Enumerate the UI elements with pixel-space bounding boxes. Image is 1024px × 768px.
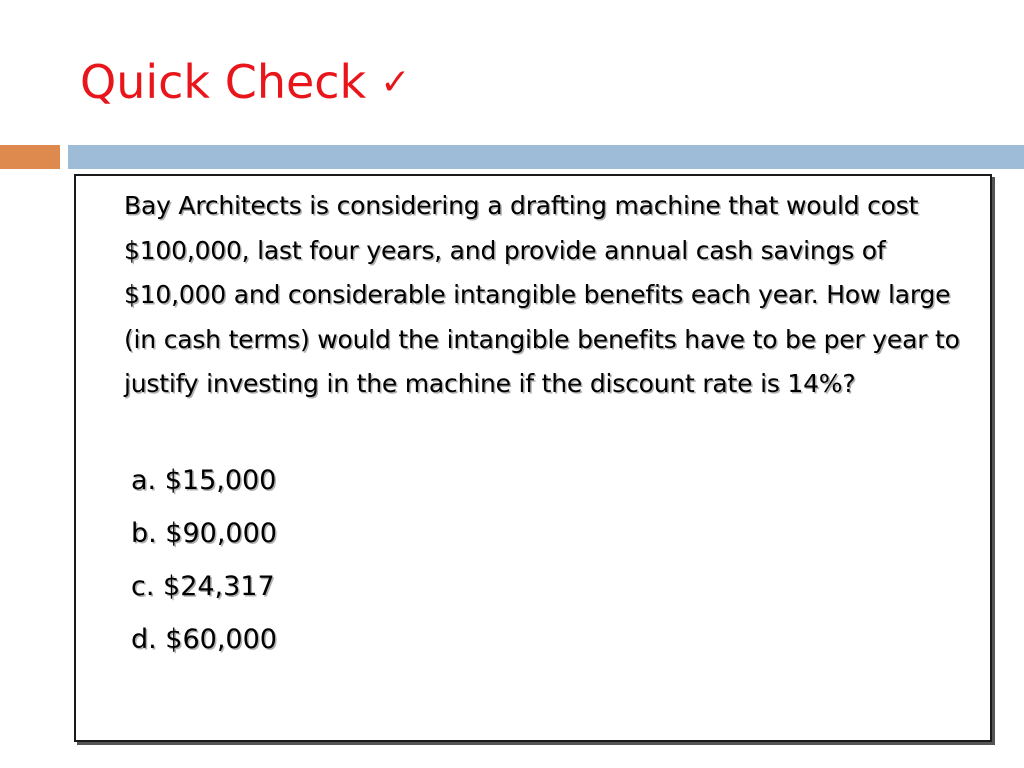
content-box xyxy=(74,174,992,742)
answer-options xyxy=(131,454,277,666)
option-d: d. $60,000 xyxy=(131,624,277,655)
option-a: a. $15,000 xyxy=(131,465,277,496)
checkmark-icon: ✓ xyxy=(380,62,411,103)
slide-title-text: Quick Check xyxy=(80,55,367,109)
option-c: c. $24,317 xyxy=(131,571,275,602)
slide-title xyxy=(80,52,410,113)
accent-bar-blue xyxy=(68,145,1024,169)
question-text: Bay Architects is considering a drafting machine that would cost $100,000, last four years, and provide annual cash savings of $10,000 and considerable intangible benefits each year. How large (in cash terms) would the intangible benefits have to be per year to justify investing in the machine if the discount rate is 14%? xyxy=(124,191,960,399)
accent-bar-orange xyxy=(0,145,60,169)
option-b: b. $90,000 xyxy=(131,518,277,549)
